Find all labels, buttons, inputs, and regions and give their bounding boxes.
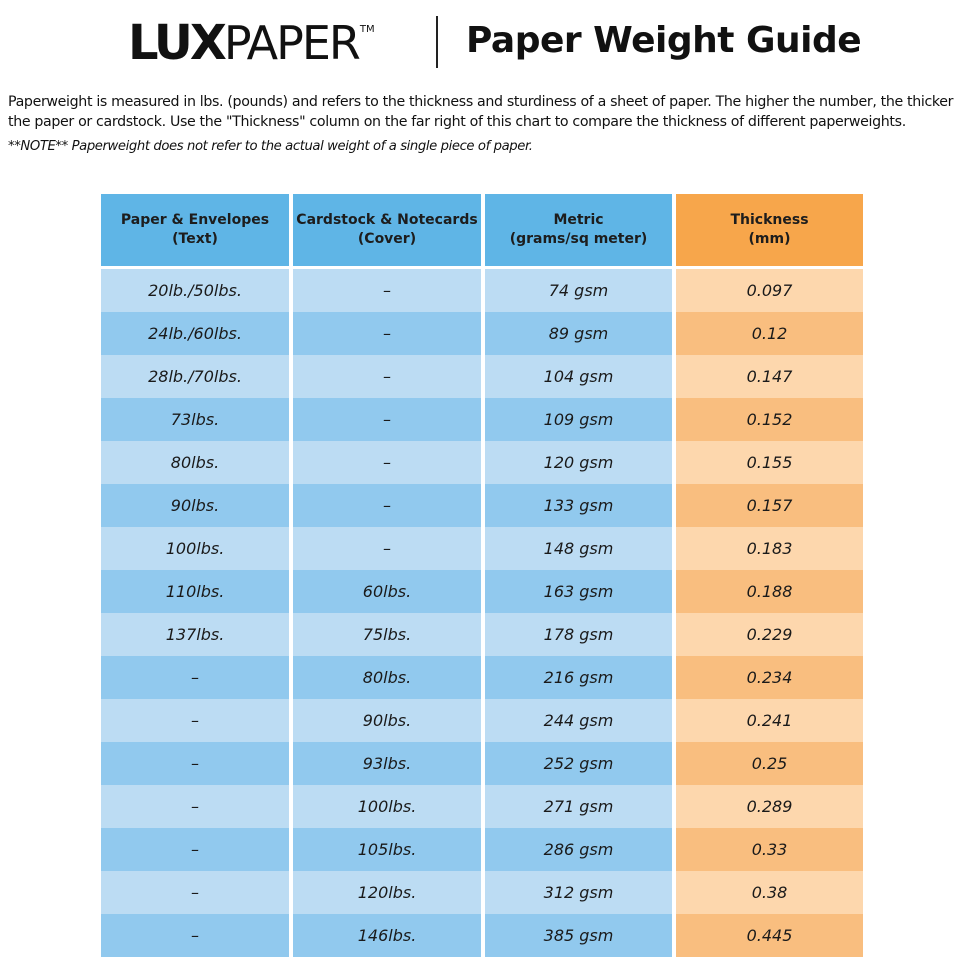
paper-weight-table: [101, 194, 863, 957]
cell-thickness: 0.229: [676, 613, 863, 656]
header-label: Thickness: [730, 212, 809, 228]
cell-paper-envelopes: –: [101, 871, 289, 914]
cell-cardstock-notecards: 105lbs.: [293, 828, 481, 871]
cell-metric: 74 gsm: [485, 269, 672, 312]
cell-paper-envelopes: 80lbs.: [101, 441, 289, 484]
header-sublabel: (mm): [748, 231, 791, 247]
page-title: Paper Weight Guide: [466, 20, 862, 61]
header-label: Paper & Envelopes: [120, 212, 270, 228]
logo-paper-text: PAPER: [223, 16, 359, 70]
logo-lux-text: LUX: [128, 15, 224, 71]
cell-metric: 271 gsm: [485, 785, 672, 828]
cell-paper-envelopes: –: [101, 785, 289, 828]
cell-thickness: 0.188: [676, 570, 863, 613]
cell-paper-envelopes: 73lbs.: [101, 398, 289, 441]
table-row: [101, 613, 863, 656]
table-header-row: [101, 194, 863, 266]
header-label: Metric: [553, 212, 604, 228]
intro-note: **NOTE** Paperweight does not refer to the actual weight of a single piece of paper.: [8, 139, 533, 154]
cell-metric: 163 gsm: [485, 570, 672, 613]
header-metric: [485, 194, 672, 266]
cell-cardstock-notecards: –: [293, 484, 481, 527]
cell-cardstock-notecards: –: [293, 441, 481, 484]
cell-metric: 148 gsm: [485, 527, 672, 570]
cell-thickness: 0.289: [676, 785, 863, 828]
table-body: [101, 269, 863, 957]
header-sublabel: (Cover): [357, 231, 417, 247]
cell-thickness: 0.152: [676, 398, 863, 441]
cell-thickness: 0.155: [676, 441, 863, 484]
cell-cardstock-notecards: –: [293, 398, 481, 441]
cell-metric: 178 gsm: [485, 613, 672, 656]
cell-cardstock-notecards: –: [293, 355, 481, 398]
cell-thickness: 0.12: [676, 312, 863, 355]
table-row: [101, 656, 863, 699]
cell-metric: 133 gsm: [485, 484, 672, 527]
cell-paper-envelopes: –: [101, 742, 289, 785]
cell-metric: 385 gsm: [485, 914, 672, 957]
cell-thickness: 0.157: [676, 484, 863, 527]
cell-metric: 89 gsm: [485, 312, 672, 355]
header-divider: [436, 16, 438, 68]
cell-cardstock-notecards: 146lbs.: [293, 914, 481, 957]
header-sublabel: (grams/sq meter): [509, 231, 648, 247]
cell-thickness: 0.147: [676, 355, 863, 398]
table-row: [101, 398, 863, 441]
page-header: [0, 6, 970, 74]
cell-thickness: 0.241: [676, 699, 863, 742]
cell-metric: 120 gsm: [485, 441, 672, 484]
cell-metric: 252 gsm: [485, 742, 672, 785]
table-row: [101, 699, 863, 742]
table-row: [101, 527, 863, 570]
cell-metric: 216 gsm: [485, 656, 672, 699]
table-row: [101, 828, 863, 871]
table-row: [101, 355, 863, 398]
table-row: [101, 742, 863, 785]
cell-thickness: 0.097: [676, 269, 863, 312]
cell-metric: 286 gsm: [485, 828, 672, 871]
cell-paper-envelopes: –: [101, 699, 289, 742]
table-row: [101, 441, 863, 484]
cell-thickness: 0.234: [676, 656, 863, 699]
cell-metric: 104 gsm: [485, 355, 672, 398]
intro-paragraph: Paperweight is measured in lbs. (pounds) and refers to the thickness and sturdiness of a sheet of paper. The higher the number, the thicker the paper or cardstock. Use the "Thickness" column on the far right of this chart to compare the thickness of different paperweights.: [8, 94, 954, 130]
luxpaper-logo: [128, 15, 375, 71]
cell-paper-envelopes: 100lbs.: [101, 527, 289, 570]
cell-cardstock-notecards: 90lbs.: [293, 699, 481, 742]
cell-metric: 312 gsm: [485, 871, 672, 914]
table-row: [101, 914, 863, 957]
logo-trademark: TM: [359, 24, 375, 35]
header-paper-envelopes: [101, 194, 289, 266]
cell-paper-envelopes: 90lbs.: [101, 484, 289, 527]
table-row: [101, 785, 863, 828]
table-row: [101, 312, 863, 355]
cell-thickness: 0.33: [676, 828, 863, 871]
table-row: [101, 570, 863, 613]
cell-cardstock-notecards: –: [293, 527, 481, 570]
cell-cardstock-notecards: 120lbs.: [293, 871, 481, 914]
header-sublabel: (Text): [172, 231, 218, 247]
cell-paper-envelopes: 137lbs.: [101, 613, 289, 656]
cell-paper-envelopes: –: [101, 828, 289, 871]
cell-metric: 244 gsm: [485, 699, 672, 742]
cell-metric: 109 gsm: [485, 398, 672, 441]
cell-cardstock-notecards: 80lbs.: [293, 656, 481, 699]
header-thickness: [676, 194, 863, 266]
cell-cardstock-notecards: 75lbs.: [293, 613, 481, 656]
cell-paper-envelopes: –: [101, 914, 289, 957]
cell-thickness: 0.25: [676, 742, 863, 785]
cell-paper-envelopes: 110lbs.: [101, 570, 289, 613]
cell-paper-envelopes: 28lb./70lbs.: [101, 355, 289, 398]
cell-cardstock-notecards: 60lbs.: [293, 570, 481, 613]
table-row: [101, 484, 863, 527]
header-cardstock-notecards: [293, 194, 481, 266]
cell-cardstock-notecards: –: [293, 312, 481, 355]
cell-thickness: 0.445: [676, 914, 863, 957]
cell-cardstock-notecards: 93lbs.: [293, 742, 481, 785]
header-label: Cardstock & Notecards: [296, 212, 478, 228]
table-row: [101, 269, 863, 312]
cell-cardstock-notecards: –: [293, 269, 481, 312]
cell-thickness: 0.183: [676, 527, 863, 570]
cell-paper-envelopes: 20lb./50lbs.: [101, 269, 289, 312]
cell-paper-envelopes: 24lb./60lbs.: [101, 312, 289, 355]
cell-paper-envelopes: –: [101, 656, 289, 699]
table-row: [101, 871, 863, 914]
cell-thickness: 0.38: [676, 871, 863, 914]
cell-cardstock-notecards: 100lbs.: [293, 785, 481, 828]
